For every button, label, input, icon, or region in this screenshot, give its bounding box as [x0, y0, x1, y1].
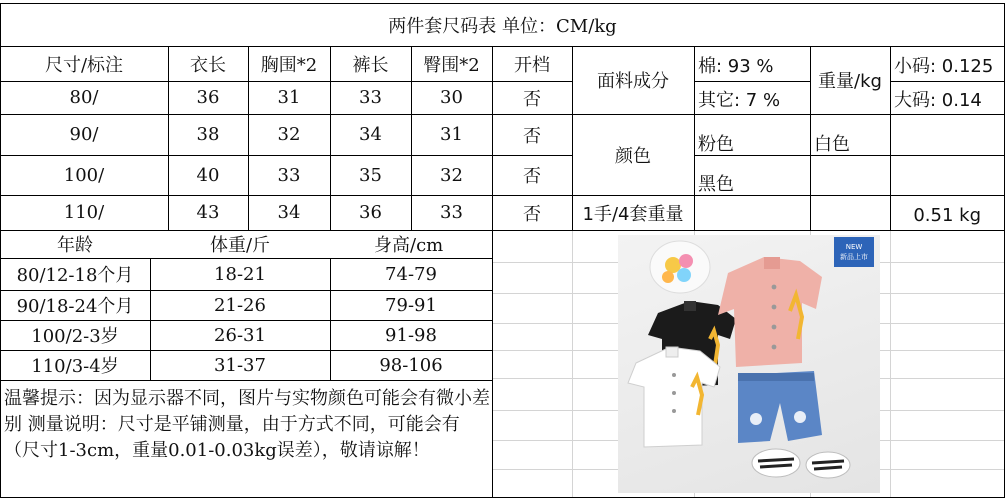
- size-cell: 110/: [63, 202, 105, 223]
- weight-large: 大码: 0.14: [894, 90, 982, 111]
- badge-top-text: NEW: [845, 243, 863, 251]
- chest-cell: 31: [277, 87, 301, 108]
- badge-bottom-text: 新品上市: [840, 253, 868, 261]
- open-crotch-cell: 否: [523, 88, 541, 110]
- chart-title: 两件套尺码表 单位：CM/kg: [388, 15, 617, 37]
- color-option-black: 黑色: [698, 173, 734, 195]
- size-cell: 80/: [69, 87, 99, 108]
- body-height-cell: 74-79: [385, 263, 437, 285]
- header-length: 衣长: [190, 54, 226, 76]
- measurement-note: 温馨提示：因为显示器不同，图片与实物颜色可能会有微小差别 测量说明：尺寸是平铺测量，由于方式不同，可能会有（尺寸1-3cm，重量0.01-0.03kg误差），敬请谅解！: [4, 388, 490, 461]
- header-size: 尺寸/标注: [44, 54, 124, 76]
- hip-cell: 31: [440, 124, 463, 145]
- body-height-cell: 79-91: [385, 294, 437, 316]
- color-option-white: 白色: [814, 133, 850, 155]
- body-weight-cell: 26-31: [214, 324, 266, 346]
- body-weight-cell: 21-26: [214, 294, 266, 316]
- set-weight-value: 0.51 kg: [913, 205, 981, 226]
- pants-length-cell: 36: [359, 202, 382, 223]
- body-height-cell: 91-98: [385, 324, 437, 346]
- fabric-cotton: 棉: 93 %: [698, 55, 774, 77]
- open-crotch-cell: 否: [523, 125, 541, 147]
- size-cell: 90/: [69, 124, 99, 145]
- age-cell: 90/18-24个月: [16, 296, 134, 317]
- body-weight-cell: 18-21: [214, 263, 266, 285]
- size-cell: 100/: [63, 164, 105, 186]
- pants-length-cell: 35: [359, 164, 382, 186]
- chest-cell: 33: [277, 164, 301, 186]
- body-height-cell: 98-106: [379, 354, 443, 376]
- header-hip: 臀围*2: [423, 54, 480, 76]
- age-header-height: 身高/cm: [374, 235, 444, 256]
- open-crotch-cell: 否: [523, 166, 541, 187]
- header-open-crotch: 开档: [514, 54, 550, 76]
- hip-cell: 30: [440, 87, 463, 108]
- age-header-age: 年龄: [57, 235, 93, 256]
- header-pants-length: 裤长: [352, 54, 389, 76]
- body-weight-cell: 31-37: [214, 354, 266, 376]
- hip-cell: 32: [440, 164, 463, 186]
- length-cell: 40: [196, 164, 220, 186]
- pants-length-cell: 34: [359, 124, 382, 145]
- length-cell: 38: [196, 124, 220, 145]
- set-weight-label: 1手/4套重量: [582, 203, 684, 225]
- hip-cell: 33: [440, 202, 463, 223]
- new-badge: [834, 237, 874, 267]
- length-cell: 43: [196, 202, 220, 223]
- product-photo: [618, 235, 880, 493]
- chest-cell: 34: [277, 202, 301, 223]
- weight-small: 小码: 0.125: [894, 55, 994, 77]
- chest-cell: 32: [277, 124, 301, 145]
- pants-length-cell: 33: [359, 87, 382, 108]
- color-label: 颜色: [615, 145, 651, 167]
- header-chest: 胸围*2: [260, 54, 318, 76]
- weight-label: 重量/kg: [818, 71, 882, 92]
- age-cell: 110/3-4岁: [31, 356, 119, 377]
- length-cell: 36: [196, 87, 220, 108]
- age-cell: 80/12-18个月: [16, 265, 134, 286]
- color-option-pink: 粉色: [698, 133, 734, 155]
- age-cell: 100/2-3岁: [31, 326, 119, 347]
- fabric-label: 面料成分: [597, 71, 669, 92]
- fabric-other: 其它: 7 %: [698, 90, 781, 111]
- outfit-illustration: [618, 235, 880, 493]
- age-header-weight: 体重/斤: [209, 235, 271, 256]
- open-crotch-cell: 否: [523, 203, 541, 225]
